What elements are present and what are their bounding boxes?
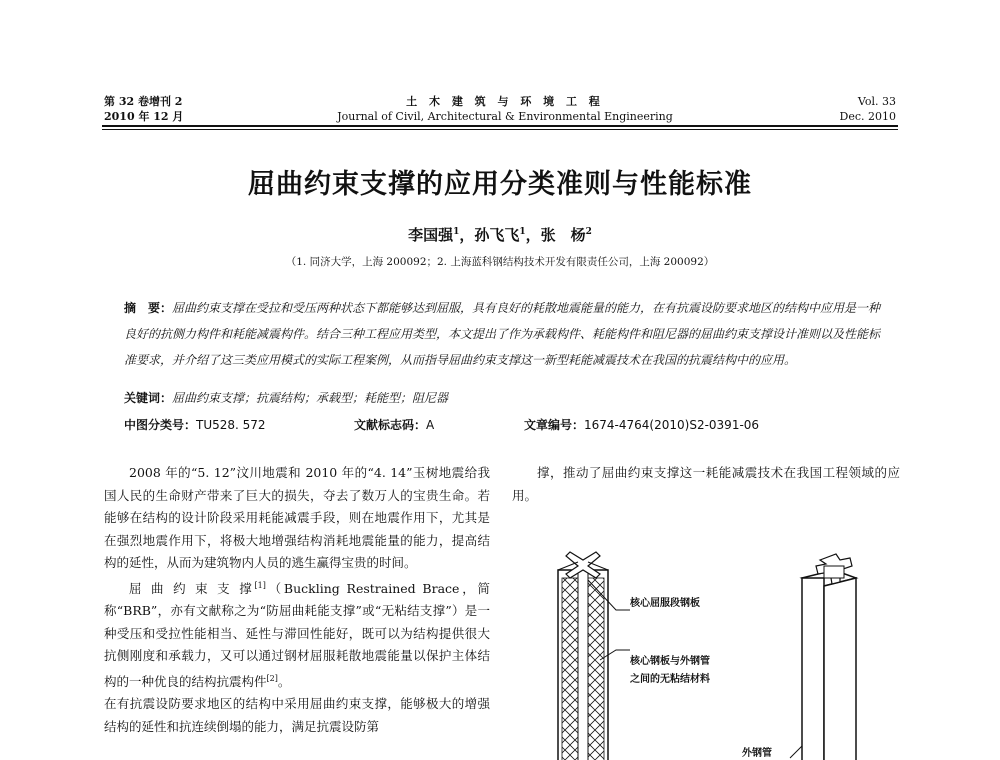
- brb-section-drawing: [558, 552, 608, 760]
- brb-schematic-figure: [520, 540, 900, 760]
- sentence-end: 。: [277, 673, 291, 689]
- article-number-label: 文章编号：: [524, 418, 585, 432]
- author-list: 李国强$^1$，孙飞飞$^1$，张 杨$^2$: [408, 226, 592, 244]
- volume-issue: 第 32 卷增刊 2: [104, 95, 183, 108]
- clc-number: [124, 416, 266, 433]
- running-header-left: [104, 94, 183, 124]
- volume-en: Vol. 33: [857, 95, 896, 108]
- header-rule-thin: [102, 129, 898, 130]
- author-name: 孙飞飞: [474, 226, 520, 244]
- brb-term: 屈 曲 约 束 支 撑: [129, 580, 255, 596]
- affiliations: （1. 同济大学，上海 200092；2. 上海蓝科钢结构技术开发有限责任公司，上海 200092）: [285, 256, 715, 268]
- abstract: [124, 295, 884, 373]
- body-paragraph: 2008 年的“5. 12”汶川地震和 2010 年的“4. 14”玉树地震给我国人民的生命财产带来了巨大的损失，夺去了数万人的宝贵生命。若能够在结构的设计阶段采用耗能减震手段，则在地震作用下，尤其是在强烈地震作用下，将极大地增强结构消耗地震能量的能力，提高结构的延性，从而为建筑物内人员的逃生赢得宝贵的时间。: [104, 465, 490, 570]
- paper-title: 屈曲约束支撑的应用分类准则与性能标准: [248, 169, 752, 200]
- running-header-right: [840, 94, 896, 124]
- brb-definition: （Buckling Restrained Brace，简称“BRB”，亦有文献称之为“防屈曲耗能支撑”或“无粘结支撑”）是一种受压和受拉性能相当、延性与滞回性能好，既可以为结构提供很大抗侧刚度和承载力，又可以通过钢材屈服耗散地震能量以保护主体结构的一种优良的结构抗震构件: [104, 580, 490, 689]
- keywords-label: 关键词：: [124, 391, 173, 405]
- clc-label: 中图分类号：: [124, 418, 197, 432]
- citation-ref: [2]: [266, 673, 278, 683]
- label-outer-tube: 外钢管: [742, 748, 772, 759]
- journal-name-en: Journal of Civil, Architectural & Environmental Engineering: [337, 110, 673, 123]
- doc-code-value: A: [426, 418, 435, 432]
- label-unbonded-material-2: 之间的无粘结材料: [630, 674, 710, 685]
- doc-code-label: 文献标志码：: [354, 418, 427, 432]
- running-header-journal: [290, 94, 720, 124]
- header-rule-thick: [102, 125, 898, 127]
- author-affil-mark: 2: [585, 227, 592, 237]
- body-column-left: [104, 462, 490, 738]
- abstract-label: 摘 要：: [124, 301, 173, 315]
- keywords: [124, 389, 884, 406]
- body-paragraph: 在有抗震设防要求地区的结构中采用屈曲约束支撑，能够极大的增强结构的延性和抗连续倒塌的能力，满足抗震设防第: [104, 696, 490, 734]
- article-number: [524, 416, 759, 433]
- article-number-value: 1674-4764(2010)S2-0391-06: [584, 418, 760, 432]
- author-name: 张 杨: [540, 226, 586, 244]
- citation-ref: [1]: [254, 580, 266, 590]
- label-unbonded-material-1: 核心钢板与外钢管: [630, 656, 710, 667]
- journal-name-cn: 土 木 建 筑 与 环 境 工 程: [406, 95, 604, 108]
- keywords-text: 屈曲约束支撑；抗震结构；承载型；耗能型；阻尼器: [172, 391, 449, 405]
- author-name: 李国强: [408, 226, 454, 244]
- abstract-text: 屈曲约束支撑在受拉和受压两种状态下都能够达到屈服，具有良好的耗散地震能量的能力，在有抗震设防要求地区的结构中应用是一种良好的抗侧力构件和耗能减震构件。结合三种工程应用类型，本文提出了作为承载构件、耗能构件和阻尼器的屈曲约束支撑设计准则以及性能标准要求，并介绍了这三类应用模式的实际工程案例，从而指导屈曲约束支撑这一新型耗能减震技术在我国的抗震结构中的应用。: [124, 301, 881, 367]
- author-affil-mark: 1: [519, 227, 526, 237]
- label-core-plate: 核心屈服段钢板: [630, 598, 700, 609]
- brb-tube-drawing: [802, 554, 856, 760]
- author-affil-mark: 1: [453, 227, 460, 237]
- clc-value: TU528. 572: [196, 418, 266, 432]
- body-column-right: 撑，推动了屈曲约束支撑这一耗能减震技术在我国工程领域的应用。: [512, 465, 900, 503]
- issue-date: 2010 年 12 月: [104, 110, 184, 123]
- body-paragraph: [104, 575, 490, 694]
- date-en: Dec. 2010: [839, 110, 896, 123]
- document-code: [354, 416, 434, 433]
